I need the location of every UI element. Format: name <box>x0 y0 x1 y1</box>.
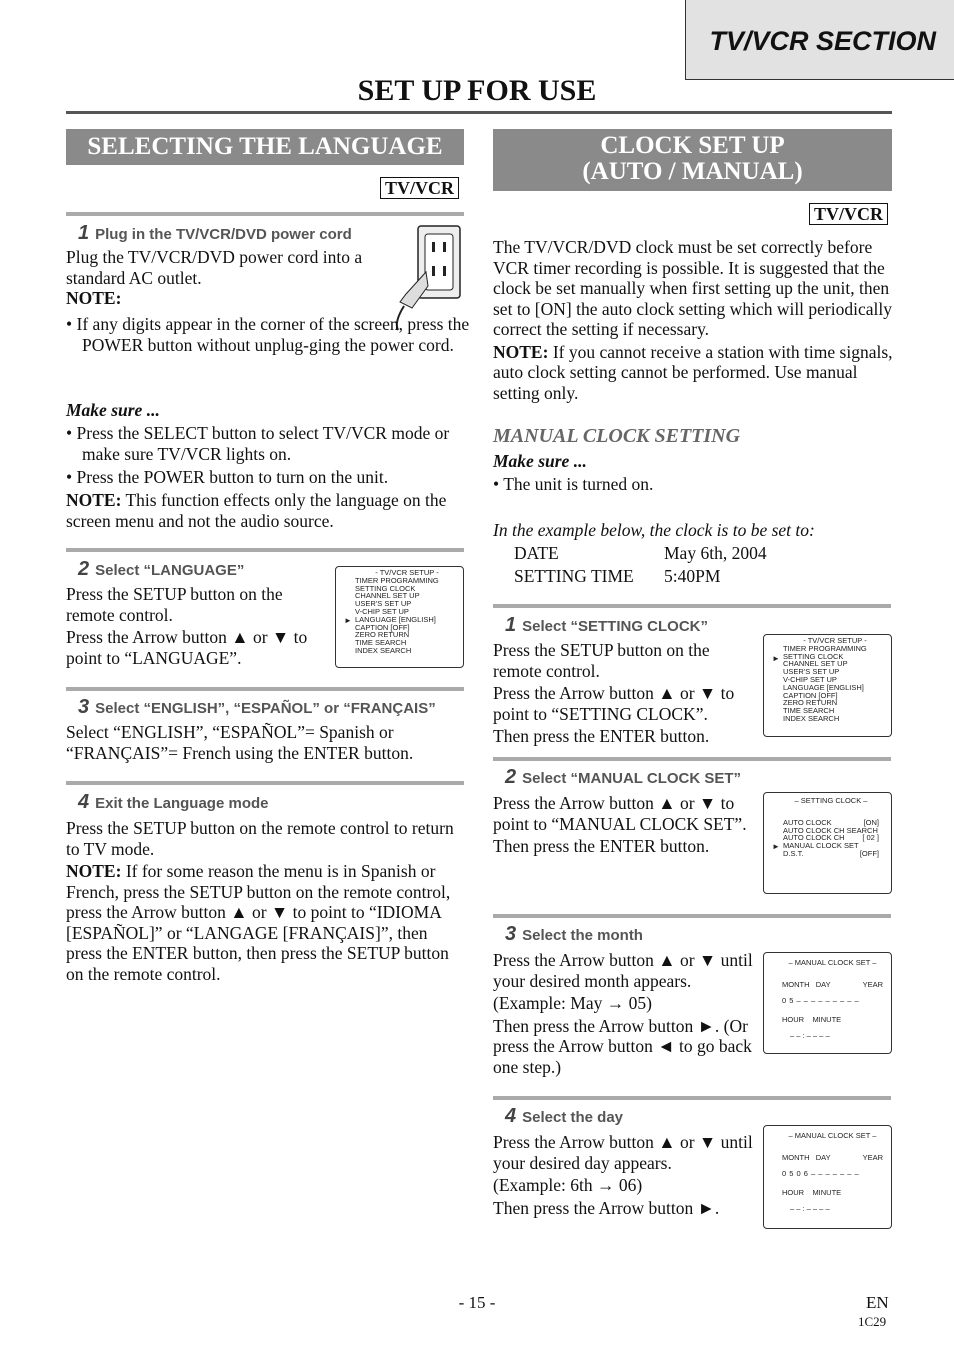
date-value: May 6th, 2004 <box>664 543 767 563</box>
clock-header: CLOCK SET UP (AUTO / MANUAL) <box>493 129 892 191</box>
right-make-sure: Make sure ... <box>493 451 587 471</box>
section-tab-label: TV/VCR SECTION <box>709 26 936 56</box>
title-rule <box>66 111 892 114</box>
right-step2-line1: Press the Arrow button ▲ or ▼ to point to “MANUAL CLOCK SET”. <box>493 793 747 834</box>
right-step3-heading: 3 Select the month <box>505 923 643 945</box>
step-divider <box>493 914 891 918</box>
right-step2-heading: 2 Select “MANUAL CLOCK SET” <box>505 766 742 788</box>
left-step2-line1: Press the SETUP button on the remote control. <box>66 584 283 625</box>
date-label: DATE <box>514 543 559 563</box>
left-step1-note2: NOTE: This function effects only the language on the screen menu and not the audio source. <box>66 490 447 531</box>
step-divider <box>493 604 891 608</box>
step-divider <box>66 212 464 216</box>
left-step4-note: NOTE: If for some reason the menu is in Spanish or French, press the SETUP button on the remote control, press the Arrow button ▲ or ▼ to point to “IDIOMA [ESPAÑOL]” or “LANGAGE [FRANÇAIS]”, then press the ENTER button, then press the SETUP button on the remote control. <box>66 861 451 984</box>
right-step4-line2: (Example: 6th → 06) <box>493 1175 643 1195</box>
manual-clock-month-screen: – MANUAL CLOCK SET – MONTH DAY YEAR 0 5 – – – – – – – – – HOUR MINUTE – – : – – – – <box>763 952 892 1054</box>
make-sure-label: Make sure ... <box>66 400 160 420</box>
right-step4-heading: 4 Select the day <box>505 1105 624 1127</box>
left-step1-heading <box>78 222 352 245</box>
language-header: SELECTING THE LANGUAGE <box>66 129 464 165</box>
right-make-sure-bullet: • The unit is turned on. <box>493 474 654 494</box>
language-menu-screen: - TV/VCR SETUP - TIMER PROGRAMMING SETTING CLOCK CHANNEL SET UP USER'S SET UP V-CHIP SET UP LANGUAGE [ENGLISH] CAPTION [OFF] ZERO RETURN TIME SEARCH INDEX SEARCH ► <box>335 566 464 668</box>
screen-title: - TV/VCR SETUP - <box>375 568 439 577</box>
left-step1-note-bullet: • If any digits appear in the corner of the screen, press the POWER button without unplug-ging the power cord. <box>66 314 470 355</box>
left-step2-heading: 2 Select “LANGUAGE” <box>78 558 245 580</box>
tvvcr-badge-left: TV/VCR <box>380 177 459 199</box>
step-title: Plug in the TV/VCR/DVD power cord <box>95 226 352 243</box>
time-value: 5:40PM <box>664 566 721 586</box>
cursor-arrow-icon: ► <box>772 654 780 663</box>
right-step1-heading: 1 Select “SETTING CLOCK” <box>505 614 708 636</box>
step-divider <box>493 1096 891 1100</box>
right-step2-line2: Then press the ENTER button. <box>493 836 710 856</box>
section-tab <box>685 0 954 80</box>
right-step4-line1: Press the Arrow button ▲ or ▼ until your desired day appears. <box>493 1132 753 1173</box>
left-step4-body: Press the SETUP button on the remote control to return to TV mode. <box>66 818 454 859</box>
make-sure-bullet-2: • Press the POWER button to turn on the unit. <box>66 467 389 487</box>
step-divider <box>66 548 464 552</box>
month-row: 0 5 – – – – – – – – – <box>782 995 860 1005</box>
step-divider <box>66 687 464 691</box>
day-row: 0 5 0 6 – – – – – – – <box>782 1168 860 1178</box>
right-step1-line3: Then press the ENTER button. <box>493 726 710 746</box>
clock-intro: The TV/VCR/DVD clock must be set correctly before VCR timer recording is possible. It is suggested that the clock be set manually when first setting up the unit, then set to [ON] the auto clock setting which will periodically correct the setting if necessary. <box>493 237 892 339</box>
step-number: 1 <box>78 222 90 244</box>
right-step3-line3: Then press the Arrow button ►. (Or press the Arrow button ◄ to go back one step.) <box>493 1015 752 1077</box>
manual-clock-subheading: MANUAL CLOCK SETTING <box>493 425 741 447</box>
right-step1-line2: Press the Arrow button ▲ or ▼ to point to “SETTING CLOCK”. <box>493 683 735 724</box>
right-step3-line1: Press the Arrow button ▲ or ▼ until your desired month appears. <box>493 950 753 991</box>
right-step3-line2: (Example: May → 05) <box>493 993 652 1013</box>
page-title: SET UP FOR USE <box>357 74 597 107</box>
left-step2-line2: Press the Arrow button ▲ or ▼ to point to “LANGUAGE”. <box>66 627 308 668</box>
left-step4-heading: 4 Exit the Language mode <box>78 791 269 813</box>
setup-menu-screen: - TV/VCR SETUP - TIMER PROGRAMMING SETTING CLOCK CHANNEL SET UP USER'S SET UP V-CHIP SET UP LANGUAGE [ENGLISH] CAPTION [OFF] ZERO RETURN TIME SEARCH INDEX SEARCH ► <box>763 634 892 737</box>
tvvcr-badge-right: TV/VCR <box>809 203 888 225</box>
step-divider <box>493 757 891 761</box>
make-sure-bullet-1: • Press the SELECT button to select TV/VCR mode or make sure TV/VCR lights on. <box>66 423 450 464</box>
left-step3-heading: 3 Select “ENGLISH”, “ESPAÑOL” or “FRANÇAIS” <box>78 696 436 718</box>
setting-clock-screen: – SETTING CLOCK – AUTO CLOCK [ON] AUTO CLOCK CH SEARCH AUTO CLOCK CH [ 02 ] MANUAL CLOCK SET D.S.T. [OFF] ► <box>763 792 892 894</box>
right-step4-line3: Then press the Arrow button ►. <box>493 1197 720 1218</box>
left-step1-note-label: NOTE: <box>66 288 122 308</box>
left-step3-body: Select “ENGLISH”, “ESPAÑOL”= Spanish or “FRANÇAIS”= French using the ENTER button. <box>66 722 414 763</box>
example-intro: In the example below, the clock is to be set to: <box>493 520 815 540</box>
time-label: SETTING TIME <box>514 566 634 586</box>
manual-clock-day-screen: – MANUAL CLOCK SET – MONTH DAY YEAR 0 5 0 6 – – – – – – – HOUR MINUTE – – : – – – – <box>763 1125 892 1229</box>
cursor-arrow-icon: ► <box>772 842 780 851</box>
step-divider <box>66 781 464 785</box>
model-code: 1C29 <box>858 1314 887 1329</box>
clock-note: NOTE: If you cannot receive a station with time signals, auto clock setting cannot be performed. Use manual setting only. <box>493 341 893 403</box>
language-code: EN <box>866 1293 889 1312</box>
right-step1-line1: Press the SETUP button on the remote control. <box>493 640 710 681</box>
cursor-arrow-icon: ► <box>344 616 352 625</box>
page-number: - 15 - <box>458 1293 496 1312</box>
left-step1-body: Plug the TV/VCR/DVD power cord into a standard AC outlet. <box>66 247 363 288</box>
